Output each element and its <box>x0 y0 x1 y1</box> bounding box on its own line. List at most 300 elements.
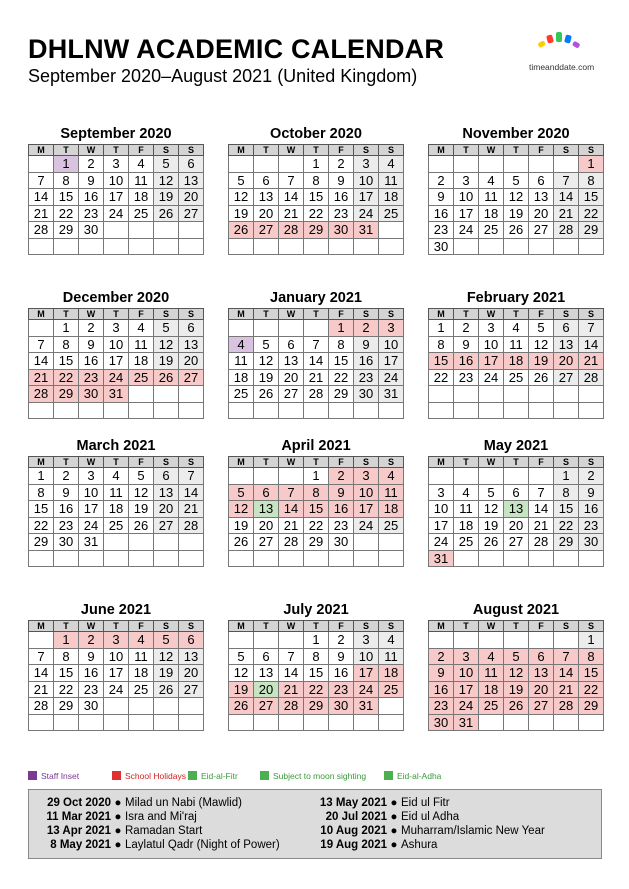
empty-cell <box>279 632 304 649</box>
month-table <box>28 144 204 255</box>
day-cell: 10 <box>479 336 504 353</box>
empty-cell <box>279 156 304 173</box>
empty-cell <box>529 386 554 403</box>
day-cell: 19 <box>154 665 179 682</box>
day-cell: 23 <box>329 681 354 698</box>
empty-cell <box>254 550 279 567</box>
empty-cell <box>229 238 254 255</box>
empty-cell <box>154 386 179 403</box>
weekday-header: T <box>104 145 129 156</box>
day-cell: 25 <box>379 681 404 698</box>
day-cell: 29 <box>579 222 604 239</box>
day-cell: 16 <box>79 189 104 206</box>
empty-cell <box>29 550 54 567</box>
weekday-header: S <box>579 621 604 632</box>
empty-cell <box>229 632 254 649</box>
empty-cell <box>554 402 579 419</box>
weekday-header: W <box>279 145 304 156</box>
day-cell: 9 <box>329 484 354 501</box>
empty-cell <box>229 402 254 419</box>
weekday-header: M <box>29 309 54 320</box>
weekday-header: S <box>554 309 579 320</box>
weekday-header: T <box>304 621 329 632</box>
weekday-header: T <box>504 309 529 320</box>
empty-cell <box>229 468 254 485</box>
empty-cell <box>554 238 579 255</box>
day-cell: 6 <box>154 468 179 485</box>
day-cell: 13 <box>504 501 529 518</box>
empty-cell <box>379 698 404 715</box>
weekday-header: T <box>254 457 279 468</box>
month-9 <box>428 438 604 567</box>
day-cell: 1 <box>54 632 79 649</box>
day-cell: 24 <box>454 222 479 239</box>
day-cell: 8 <box>329 336 354 353</box>
empty-cell <box>579 550 604 567</box>
day-cell: 1 <box>429 320 454 337</box>
day-cell: 30 <box>54 534 79 551</box>
day-cell: 14 <box>179 484 204 501</box>
day-cell: 25 <box>129 681 154 698</box>
day-cell: 8 <box>579 172 604 189</box>
empty-cell <box>279 550 304 567</box>
empty-cell <box>529 632 554 649</box>
day-cell: 17 <box>429 517 454 534</box>
empty-cell <box>179 402 204 419</box>
empty-cell <box>129 402 154 419</box>
day-cell: 13 <box>154 484 179 501</box>
day-cell: 6 <box>554 320 579 337</box>
weekday-header: T <box>254 621 279 632</box>
weekday-header: T <box>504 145 529 156</box>
month-table <box>28 308 204 419</box>
day-cell: 11 <box>379 484 404 501</box>
day-cell: 26 <box>229 222 254 239</box>
day-cell: 9 <box>79 648 104 665</box>
day-cell: 30 <box>329 222 354 239</box>
day-cell: 25 <box>504 369 529 386</box>
day-cell: 24 <box>354 681 379 698</box>
day-cell: 27 <box>554 369 579 386</box>
day-cell: 26 <box>229 698 254 715</box>
day-cell: 29 <box>329 386 354 403</box>
day-cell: 5 <box>154 156 179 173</box>
empty-cell <box>504 238 529 255</box>
legend-swatch <box>112 771 121 780</box>
page-title: DHLNW ACADEMIC CALENDAR <box>28 34 445 64</box>
day-cell: 3 <box>354 468 379 485</box>
day-cell: 21 <box>29 205 54 222</box>
bullet-icon: ● <box>114 811 122 823</box>
month-title: July 2021 <box>283 602 349 618</box>
day-cell: 17 <box>379 353 404 370</box>
empty-cell <box>29 156 54 173</box>
month-table <box>28 620 204 731</box>
empty-cell <box>129 714 154 731</box>
day-cell: 13 <box>529 665 554 682</box>
day-cell: 24 <box>104 205 129 222</box>
page-subtitle: September 2020–August 2021 (United Kingdom) <box>28 66 418 86</box>
empty-cell <box>504 632 529 649</box>
day-cell: 6 <box>179 632 204 649</box>
month-8 <box>228 438 404 567</box>
day-cell: 22 <box>54 681 79 698</box>
day-cell: 5 <box>479 484 504 501</box>
day-cell: 27 <box>529 698 554 715</box>
events-panel <box>28 789 602 859</box>
day-cell: 20 <box>179 353 204 370</box>
day-cell: 1 <box>329 320 354 337</box>
day-cell: 11 <box>129 336 154 353</box>
empty-cell <box>454 402 479 419</box>
month-title: December 2020 <box>62 290 170 306</box>
weekday-header: M <box>29 145 54 156</box>
day-cell: 7 <box>529 484 554 501</box>
day-cell: 26 <box>504 222 529 239</box>
day-cell: 14 <box>279 665 304 682</box>
day-cell: 28 <box>529 534 554 551</box>
day-cell: 18 <box>104 501 129 518</box>
day-cell: 7 <box>279 172 304 189</box>
day-cell: 18 <box>504 353 529 370</box>
bullet-icon: ● <box>390 839 398 851</box>
day-cell: 7 <box>29 336 54 353</box>
empty-cell <box>304 320 329 337</box>
empty-cell <box>554 550 579 567</box>
weekday-header: F <box>529 145 554 156</box>
day-cell: 13 <box>179 648 204 665</box>
day-cell: 9 <box>579 484 604 501</box>
day-cell: 19 <box>479 517 504 534</box>
month-table <box>228 308 404 419</box>
day-cell: 19 <box>129 501 154 518</box>
day-cell: 14 <box>279 189 304 206</box>
day-cell: 30 <box>329 698 354 715</box>
weekday-header: W <box>279 309 304 320</box>
day-cell: 21 <box>304 369 329 386</box>
day-cell: 15 <box>54 189 79 206</box>
day-cell: 15 <box>304 665 329 682</box>
day-cell: 15 <box>29 501 54 518</box>
month-title: October 2020 <box>270 126 362 142</box>
weekday-header: F <box>529 621 554 632</box>
empty-cell <box>129 698 154 715</box>
day-cell: 28 <box>279 534 304 551</box>
day-cell: 8 <box>554 484 579 501</box>
day-cell: 1 <box>54 320 79 337</box>
event-row <box>309 796 545 810</box>
day-cell: 27 <box>254 534 279 551</box>
empty-cell <box>104 714 129 731</box>
weekday-header: T <box>104 457 129 468</box>
day-cell: 12 <box>529 336 554 353</box>
empty-cell <box>579 402 604 419</box>
empty-cell <box>54 402 79 419</box>
empty-cell <box>354 238 379 255</box>
day-cell: 15 <box>54 665 79 682</box>
month-table <box>428 456 604 567</box>
empty-cell <box>154 698 179 715</box>
empty-cell <box>129 222 154 239</box>
empty-cell <box>79 714 104 731</box>
day-cell: 17 <box>479 353 504 370</box>
day-cell: 20 <box>254 517 279 534</box>
weekday-header: F <box>329 457 354 468</box>
weekday-header: W <box>479 621 504 632</box>
weekday-header: T <box>454 457 479 468</box>
day-cell: 1 <box>579 632 604 649</box>
timeanddate-logo[interactable] <box>529 30 605 74</box>
logo-text: timeanddate.com <box>529 62 595 72</box>
empty-cell <box>479 238 504 255</box>
bullet-icon: ● <box>390 825 398 837</box>
day-cell: 23 <box>354 369 379 386</box>
empty-cell <box>179 534 204 551</box>
weekday-header: T <box>54 309 79 320</box>
empty-cell <box>304 238 329 255</box>
day-cell: 30 <box>329 534 354 551</box>
day-cell: 30 <box>79 222 104 239</box>
day-cell: 10 <box>79 484 104 501</box>
day-cell: 20 <box>554 353 579 370</box>
weekday-header: S <box>554 621 579 632</box>
empty-cell <box>279 468 304 485</box>
event-name: Eid ul Adha <box>401 811 460 823</box>
day-cell: 25 <box>379 205 404 222</box>
legend-item <box>384 771 441 781</box>
day-cell: 17 <box>354 501 379 518</box>
day-cell: 7 <box>29 172 54 189</box>
day-cell: 3 <box>429 484 454 501</box>
empty-cell <box>54 550 79 567</box>
day-cell: 17 <box>354 665 379 682</box>
day-cell: 19 <box>529 353 554 370</box>
weekday-header: S <box>579 309 604 320</box>
day-cell: 12 <box>504 665 529 682</box>
day-cell: 27 <box>529 222 554 239</box>
empty-cell <box>554 156 579 173</box>
day-cell: 13 <box>254 665 279 682</box>
day-cell: 4 <box>479 648 504 665</box>
empty-cell <box>554 386 579 403</box>
month-1 <box>28 126 204 255</box>
day-cell: 14 <box>579 336 604 353</box>
day-cell: 11 <box>379 648 404 665</box>
day-cell: 27 <box>254 222 279 239</box>
day-cell: 12 <box>229 189 254 206</box>
empty-cell <box>154 534 179 551</box>
day-cell: 2 <box>329 632 354 649</box>
day-cell: 4 <box>129 320 154 337</box>
day-cell: 10 <box>354 648 379 665</box>
day-cell: 1 <box>579 156 604 173</box>
day-cell: 18 <box>479 205 504 222</box>
day-cell: 13 <box>179 172 204 189</box>
day-cell: 8 <box>579 648 604 665</box>
weekday-header: S <box>354 309 379 320</box>
day-cell: 5 <box>229 648 254 665</box>
month-title: November 2020 <box>462 126 570 142</box>
day-cell: 10 <box>104 172 129 189</box>
day-cell: 20 <box>179 665 204 682</box>
day-cell: 16 <box>579 501 604 518</box>
day-cell: 28 <box>304 386 329 403</box>
day-cell: 19 <box>504 205 529 222</box>
empty-cell <box>254 402 279 419</box>
weekday-header: T <box>504 457 529 468</box>
day-cell: 1 <box>304 632 329 649</box>
weekday-header: T <box>304 145 329 156</box>
weekday-header: T <box>304 309 329 320</box>
day-cell: 23 <box>54 517 79 534</box>
day-cell: 4 <box>104 468 129 485</box>
day-cell: 20 <box>279 369 304 386</box>
day-cell: 8 <box>429 336 454 353</box>
day-cell: 8 <box>29 484 54 501</box>
empty-cell <box>104 238 129 255</box>
day-cell: 12 <box>154 648 179 665</box>
day-cell: 21 <box>29 681 54 698</box>
empty-cell <box>554 632 579 649</box>
day-cell: 4 <box>504 320 529 337</box>
month-table <box>228 456 404 567</box>
day-cell: 9 <box>329 648 354 665</box>
empty-cell <box>254 714 279 731</box>
empty-cell <box>179 698 204 715</box>
day-cell: 31 <box>429 550 454 567</box>
day-cell: 16 <box>329 189 354 206</box>
day-cell: 2 <box>429 648 454 665</box>
day-cell: 1 <box>304 468 329 485</box>
empty-cell <box>429 156 454 173</box>
day-cell: 27 <box>154 517 179 534</box>
day-cell: 24 <box>354 517 379 534</box>
day-cell: 3 <box>354 156 379 173</box>
weekday-header: F <box>129 145 154 156</box>
day-cell: 16 <box>329 501 354 518</box>
weekday-header: S <box>354 145 379 156</box>
empty-cell <box>504 468 529 485</box>
empty-cell <box>454 468 479 485</box>
empty-cell <box>104 402 129 419</box>
day-cell: 30 <box>79 698 104 715</box>
empty-cell <box>254 632 279 649</box>
day-cell: 2 <box>329 468 354 485</box>
month-title: January 2021 <box>270 290 362 306</box>
day-cell: 23 <box>579 517 604 534</box>
day-cell: 25 <box>129 369 154 386</box>
day-cell: 23 <box>79 205 104 222</box>
day-cell: 15 <box>54 353 79 370</box>
day-cell: 7 <box>279 648 304 665</box>
event-date: 8 May 2021 <box>50 839 111 851</box>
day-cell: 3 <box>104 320 129 337</box>
day-cell: 11 <box>129 648 154 665</box>
day-cell: 19 <box>229 681 254 698</box>
empty-cell <box>179 222 204 239</box>
day-cell: 28 <box>554 222 579 239</box>
legend-label: Eid-al-Fitr <box>201 771 238 781</box>
day-cell: 23 <box>329 205 354 222</box>
day-cell: 8 <box>54 172 79 189</box>
day-cell: 29 <box>304 534 329 551</box>
weekday-header: F <box>329 145 354 156</box>
empty-cell <box>129 386 154 403</box>
day-cell: 23 <box>329 517 354 534</box>
empty-cell <box>29 238 54 255</box>
day-cell: 10 <box>104 336 129 353</box>
day-cell: 12 <box>229 665 254 682</box>
day-cell: 18 <box>229 369 254 386</box>
day-cell: 11 <box>479 189 504 206</box>
event-row <box>33 810 280 824</box>
empty-cell <box>79 402 104 419</box>
day-cell: 3 <box>379 320 404 337</box>
day-cell: 12 <box>229 501 254 518</box>
empty-cell <box>254 156 279 173</box>
day-cell: 23 <box>79 369 104 386</box>
day-cell: 11 <box>129 172 154 189</box>
day-cell: 28 <box>29 386 54 403</box>
day-cell: 23 <box>429 222 454 239</box>
weekday-header: F <box>329 621 354 632</box>
weekday-header: F <box>529 309 554 320</box>
day-cell: 26 <box>479 534 504 551</box>
bullet-icon: ● <box>114 825 122 837</box>
day-cell: 26 <box>504 698 529 715</box>
empty-cell <box>29 714 54 731</box>
empty-cell <box>504 402 529 419</box>
day-cell: 5 <box>129 468 154 485</box>
empty-cell <box>154 402 179 419</box>
month-12 <box>428 602 604 731</box>
event-date: 11 Mar 2021 <box>46 811 111 823</box>
day-cell: 6 <box>279 336 304 353</box>
day-cell: 7 <box>304 336 329 353</box>
day-cell: 19 <box>504 681 529 698</box>
event-date: 20 Jul 2021 <box>325 811 387 823</box>
weekday-header: S <box>179 145 204 156</box>
day-cell: 26 <box>529 369 554 386</box>
day-cell: 6 <box>179 320 204 337</box>
empty-cell <box>179 550 204 567</box>
day-cell: 4 <box>454 484 479 501</box>
empty-cell <box>379 238 404 255</box>
day-cell: 10 <box>104 648 129 665</box>
day-cell: 7 <box>29 648 54 665</box>
day-cell: 9 <box>454 336 479 353</box>
weekday-header: F <box>129 309 154 320</box>
empty-cell <box>279 320 304 337</box>
day-cell: 10 <box>454 189 479 206</box>
weekday-header: W <box>479 309 504 320</box>
day-cell: 6 <box>254 648 279 665</box>
day-cell: 17 <box>104 189 129 206</box>
empty-cell <box>529 468 554 485</box>
weekday-header: S <box>154 145 179 156</box>
weekday-header: S <box>554 145 579 156</box>
empty-cell <box>454 238 479 255</box>
weekday-header: F <box>329 309 354 320</box>
day-cell: 24 <box>479 369 504 386</box>
weekday-header: S <box>154 621 179 632</box>
day-cell: 25 <box>129 205 154 222</box>
legend-swatch <box>28 771 37 780</box>
day-cell: 22 <box>429 369 454 386</box>
day-cell: 7 <box>579 320 604 337</box>
weekday-header: W <box>279 621 304 632</box>
day-cell: 22 <box>29 517 54 534</box>
